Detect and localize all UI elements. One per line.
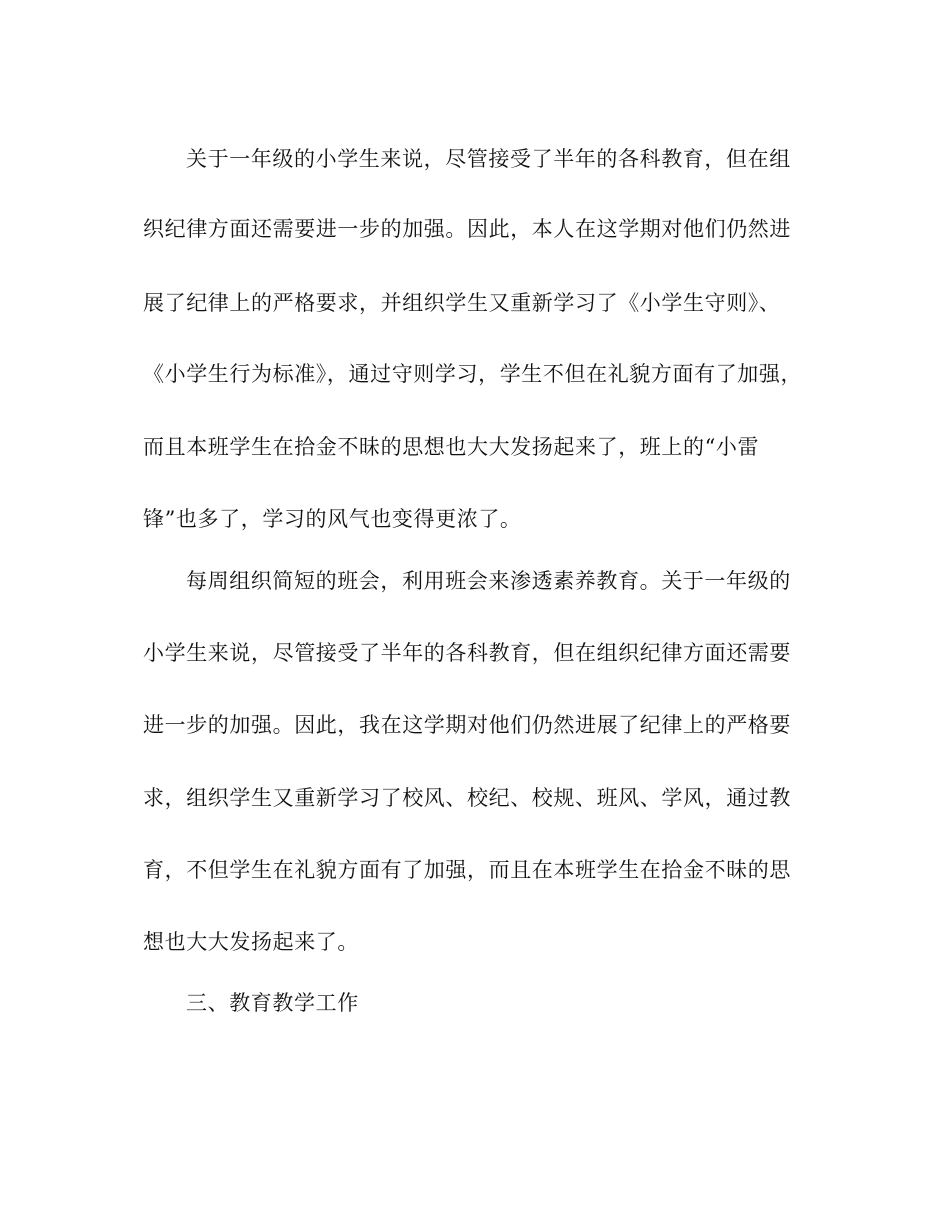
paragraph-2-line-3: 进一步的加强。因此，我在这学期对他们仍然进展了纪律上的严格要 — [143, 713, 791, 737]
paragraph-2-line-1: 每周组织简短的班会，利用班会来渗透素养教育。关于一年级的 — [186, 569, 791, 593]
paragraph-1-line-4: 《小学生行为标准》，通过守则学习，学生不但在礼貌方面有了加强， — [143, 362, 803, 386]
paragraph-2-line-2: 小学生来说，尽管接受了半年的各科教育，但在组织纪律方面还需要 — [143, 641, 791, 665]
paragraph-1-line-2: 织纪律方面还需要进一步的加强。因此，本人在这学期对他们仍然进 — [143, 217, 791, 241]
paragraph-1-line-1: 关于一年级的小学生来说，尽管接受了半年的各科教育，但在组 — [186, 147, 791, 171]
paragraph-1-line-3: 展了纪律上的严格要求，并组织学生又重新学习了《小学生守则》、 — [143, 291, 781, 315]
section-heading: 三、教育教学工作 — [186, 991, 359, 1015]
paragraph-2-line-4: 求，组织学生又重新学习了校风、校纪、校规、班风、学风，通过教 — [143, 786, 791, 810]
paragraph-2-line-6: 想也大大发扬起来了。 — [143, 930, 359, 954]
paragraph-2-line-5: 育，不但学生在礼貌方面有了加强，而且在本班学生在拾金不昧的思 — [143, 858, 791, 882]
paragraph-1-line-5: 而且本班学生在拾金不昧的思想也大大发扬起来了，班上的“小雷 — [143, 435, 760, 459]
paragraph-1-line-6: 锋”也多了，学习的风气也变得更浓了。 — [143, 507, 522, 531]
